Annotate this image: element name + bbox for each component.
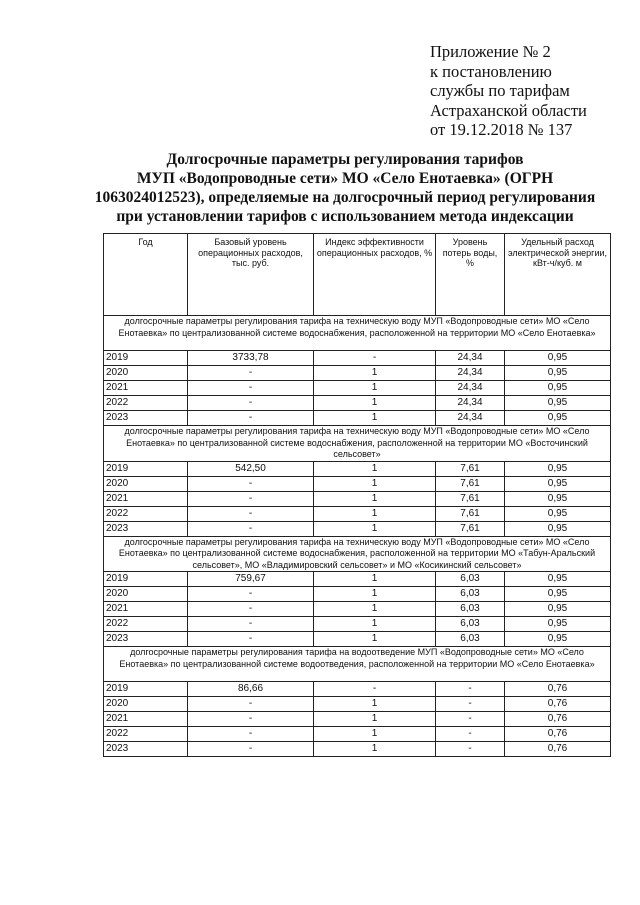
table-row [104,587,611,602]
appendix-line: к постановлению [430,61,552,81]
cell-energy-consumption: 0,95 [505,617,611,632]
cell-efficiency-index: 1 [314,587,436,602]
appendix-line: службы по тарифам [430,81,570,100]
cell-water-loss: 6,03 [436,632,505,647]
cell-energy-consumption: 0,95 [505,506,611,521]
section-title: долгосрочные параметры регулирования тарифа на техническую воду МУП «Водопроводные сети» МО «Село Енотаевка» по централизованной системе водоснабжения, расположенной на территории МО «Восточинский сельсовет» [104,426,611,462]
cell-efficiency-index: 1 [314,396,436,411]
appendix-line: Приложение № 2 [430,42,551,61]
cell-year: 2023 [104,411,188,426]
cell-base-opex: 759,67 [188,572,314,587]
table-row [104,682,611,697]
cell-base-opex: - [188,381,314,396]
appendix-line: Астраханской области [430,100,587,120]
cell-year: 2023 [104,742,188,757]
cell-year: 2020 [104,366,188,381]
table-row [104,742,611,757]
cell-energy-consumption: 0,95 [505,351,611,366]
cell-efficiency-index: - [314,682,436,697]
cell-energy-consumption: 0,95 [505,491,611,506]
cell-energy-consumption: 0,95 [505,396,611,411]
cell-efficiency-index: 1 [314,381,436,396]
cell-year: 2023 [104,632,188,647]
table-row [104,461,611,476]
cell-base-opex: 86,66 [188,682,314,697]
cell-year: 2022 [104,396,188,411]
title-line: МУП «Водопроводные сети» МО «Село Енотаевка» (ОГРН [136,170,554,187]
header-energy-consumption: Удельный расход электрической энергии, кВт-ч/куб. м [505,234,611,316]
cell-energy-consumption: 0,76 [505,712,611,727]
cell-energy-consumption: 0,95 [505,572,611,587]
cell-efficiency-index: 1 [314,742,436,757]
cell-efficiency-index: 1 [314,602,436,617]
table-body [104,316,611,757]
table-row [104,396,611,411]
cell-efficiency-index: 1 [314,632,436,647]
cell-efficiency-index: 1 [314,617,436,632]
cell-year: 2021 [104,712,188,727]
section-row [104,536,611,572]
table-row [104,411,611,426]
cell-year: 2020 [104,476,188,491]
cell-year: 2021 [104,491,188,506]
section-title: долгосрочные параметры регулирования тарифа на водоотведение МУП «Водопроводные сети» МО «Село Енотаевка» по централизованной системе водоотведения, расположенной на территории МО «Село Енотаевка» [104,647,611,682]
cell-water-loss: - [436,712,505,727]
cell-energy-consumption: 0,95 [505,411,611,426]
cell-year: 2021 [104,602,188,617]
table-row [104,476,611,491]
cell-year: 2022 [104,727,188,742]
cell-year: 2019 [104,682,188,697]
cell-efficiency-index: 1 [314,461,436,476]
cell-water-loss: 7,61 [436,506,505,521]
cell-efficiency-index: 1 [314,411,436,426]
table-row [104,617,611,632]
cell-base-opex: - [188,617,314,632]
cell-base-opex: - [188,506,314,521]
cell-energy-consumption: 0,95 [505,587,611,602]
title-line: 1063024012523), определяемые на долгосрочный период регулирования [94,189,596,206]
cell-year: 2021 [104,381,188,396]
cell-year: 2022 [104,617,188,632]
document-title [80,150,610,226]
table-row [104,632,611,647]
cell-energy-consumption: 0,76 [505,682,611,697]
cell-efficiency-index: 1 [314,521,436,536]
table-row [104,727,611,742]
table-row [104,491,611,506]
cell-base-opex: - [188,521,314,536]
cell-year: 2023 [104,521,188,536]
cell-base-opex: - [188,366,314,381]
cell-energy-consumption: 0,95 [505,366,611,381]
cell-efficiency-index: 1 [314,506,436,521]
cell-base-opex: - [188,712,314,727]
cell-energy-consumption: 0,76 [505,697,611,712]
cell-water-loss: - [436,727,505,742]
cell-efficiency-index: 1 [314,572,436,587]
table-row [104,697,611,712]
cell-water-loss: 6,03 [436,572,505,587]
parameters-table [103,233,611,757]
table-row [104,712,611,727]
cell-base-opex: - [188,697,314,712]
section-row [104,426,611,462]
cell-energy-consumption: 0,95 [505,476,611,491]
cell-energy-consumption: 0,76 [505,727,611,742]
cell-water-loss: 6,03 [436,617,505,632]
section-title: долгосрочные параметры регулирования тарифа на техническую воду МУП «Водопроводные сети» МО «Село Енотаевка» по централизованной системе водоснабжения, расположенной на территории МО «Табун-Аральский сельсовет», МО «Владимировский сельсовет» и МО «Косикинский сельсовет» [104,536,611,572]
cell-base-opex: 3733,78 [188,351,314,366]
header-year: Год [104,234,188,316]
cell-efficiency-index: 1 [314,727,436,742]
cell-water-loss: - [436,697,505,712]
cell-base-opex: - [188,742,314,757]
cell-year: 2019 [104,351,188,366]
table-row [104,521,611,536]
cell-water-loss: 24,34 [436,396,505,411]
cell-base-opex: - [188,491,314,506]
section-row [104,316,611,351]
cell-efficiency-index: - [314,351,436,366]
title-line: Долгосрочные параметры регулирования тарифов [166,151,524,168]
cell-base-opex: - [188,632,314,647]
cell-efficiency-index: 1 [314,712,436,727]
cell-water-loss: 7,61 [436,476,505,491]
cell-energy-consumption: 0,95 [505,381,611,396]
table-row [104,351,611,366]
cell-base-opex: - [188,476,314,491]
header-water-loss: Уровень потерь воды, % [436,234,505,316]
section-row [104,647,611,682]
cell-year: 2020 [104,697,188,712]
cell-water-loss: 7,61 [436,521,505,536]
cell-energy-consumption: 0,95 [505,602,611,617]
header-efficiency-index: Индекс эффективности операционных расходов, % [314,234,436,316]
cell-energy-consumption: 0,95 [505,521,611,536]
cell-base-opex: 542,50 [188,461,314,476]
cell-efficiency-index: 1 [314,491,436,506]
appendix-line: от 19.12.2018 № 137 [430,120,573,139]
cell-water-loss: - [436,682,505,697]
cell-base-opex: - [188,602,314,617]
cell-water-loss: 7,61 [436,491,505,506]
cell-water-loss: 24,34 [436,411,505,426]
section-title: долгосрочные параметры регулирования тарифа на техническую воду МУП «Водопроводные сети» МО «Село Енотаевка» по централизованной системе водоснабжения, расположенной на территории МО «Село Енотаевка» [104,316,611,351]
appendix-block [430,42,630,140]
cell-base-opex: - [188,411,314,426]
cell-water-loss: 24,34 [436,366,505,381]
cell-energy-consumption: 0,95 [505,461,611,476]
cell-base-opex: - [188,727,314,742]
title-line: при установлении тарифов с использованием метода индексации [116,208,574,225]
cell-energy-consumption: 0,95 [505,632,611,647]
cell-year: 2019 [104,461,188,476]
header-base-opex: Базовый уровень операционных расходов, тыс. руб. [188,234,314,316]
cell-water-loss: 24,34 [436,381,505,396]
cell-base-opex: - [188,587,314,602]
cell-year: 2020 [104,587,188,602]
cell-water-loss: 7,61 [436,461,505,476]
cell-efficiency-index: 1 [314,697,436,712]
table-header-row [104,234,611,316]
table-row [104,602,611,617]
cell-efficiency-index: 1 [314,476,436,491]
cell-energy-consumption: 0,76 [505,742,611,757]
cell-efficiency-index: 1 [314,366,436,381]
cell-water-loss: 6,03 [436,587,505,602]
cell-year: 2019 [104,572,188,587]
cell-base-opex: - [188,396,314,411]
cell-year: 2022 [104,506,188,521]
cell-water-loss: - [436,742,505,757]
table-row [104,506,611,521]
table-row [104,572,611,587]
cell-water-loss: 24,34 [436,351,505,366]
table-row [104,381,611,396]
cell-water-loss: 6,03 [436,602,505,617]
table-row [104,366,611,381]
